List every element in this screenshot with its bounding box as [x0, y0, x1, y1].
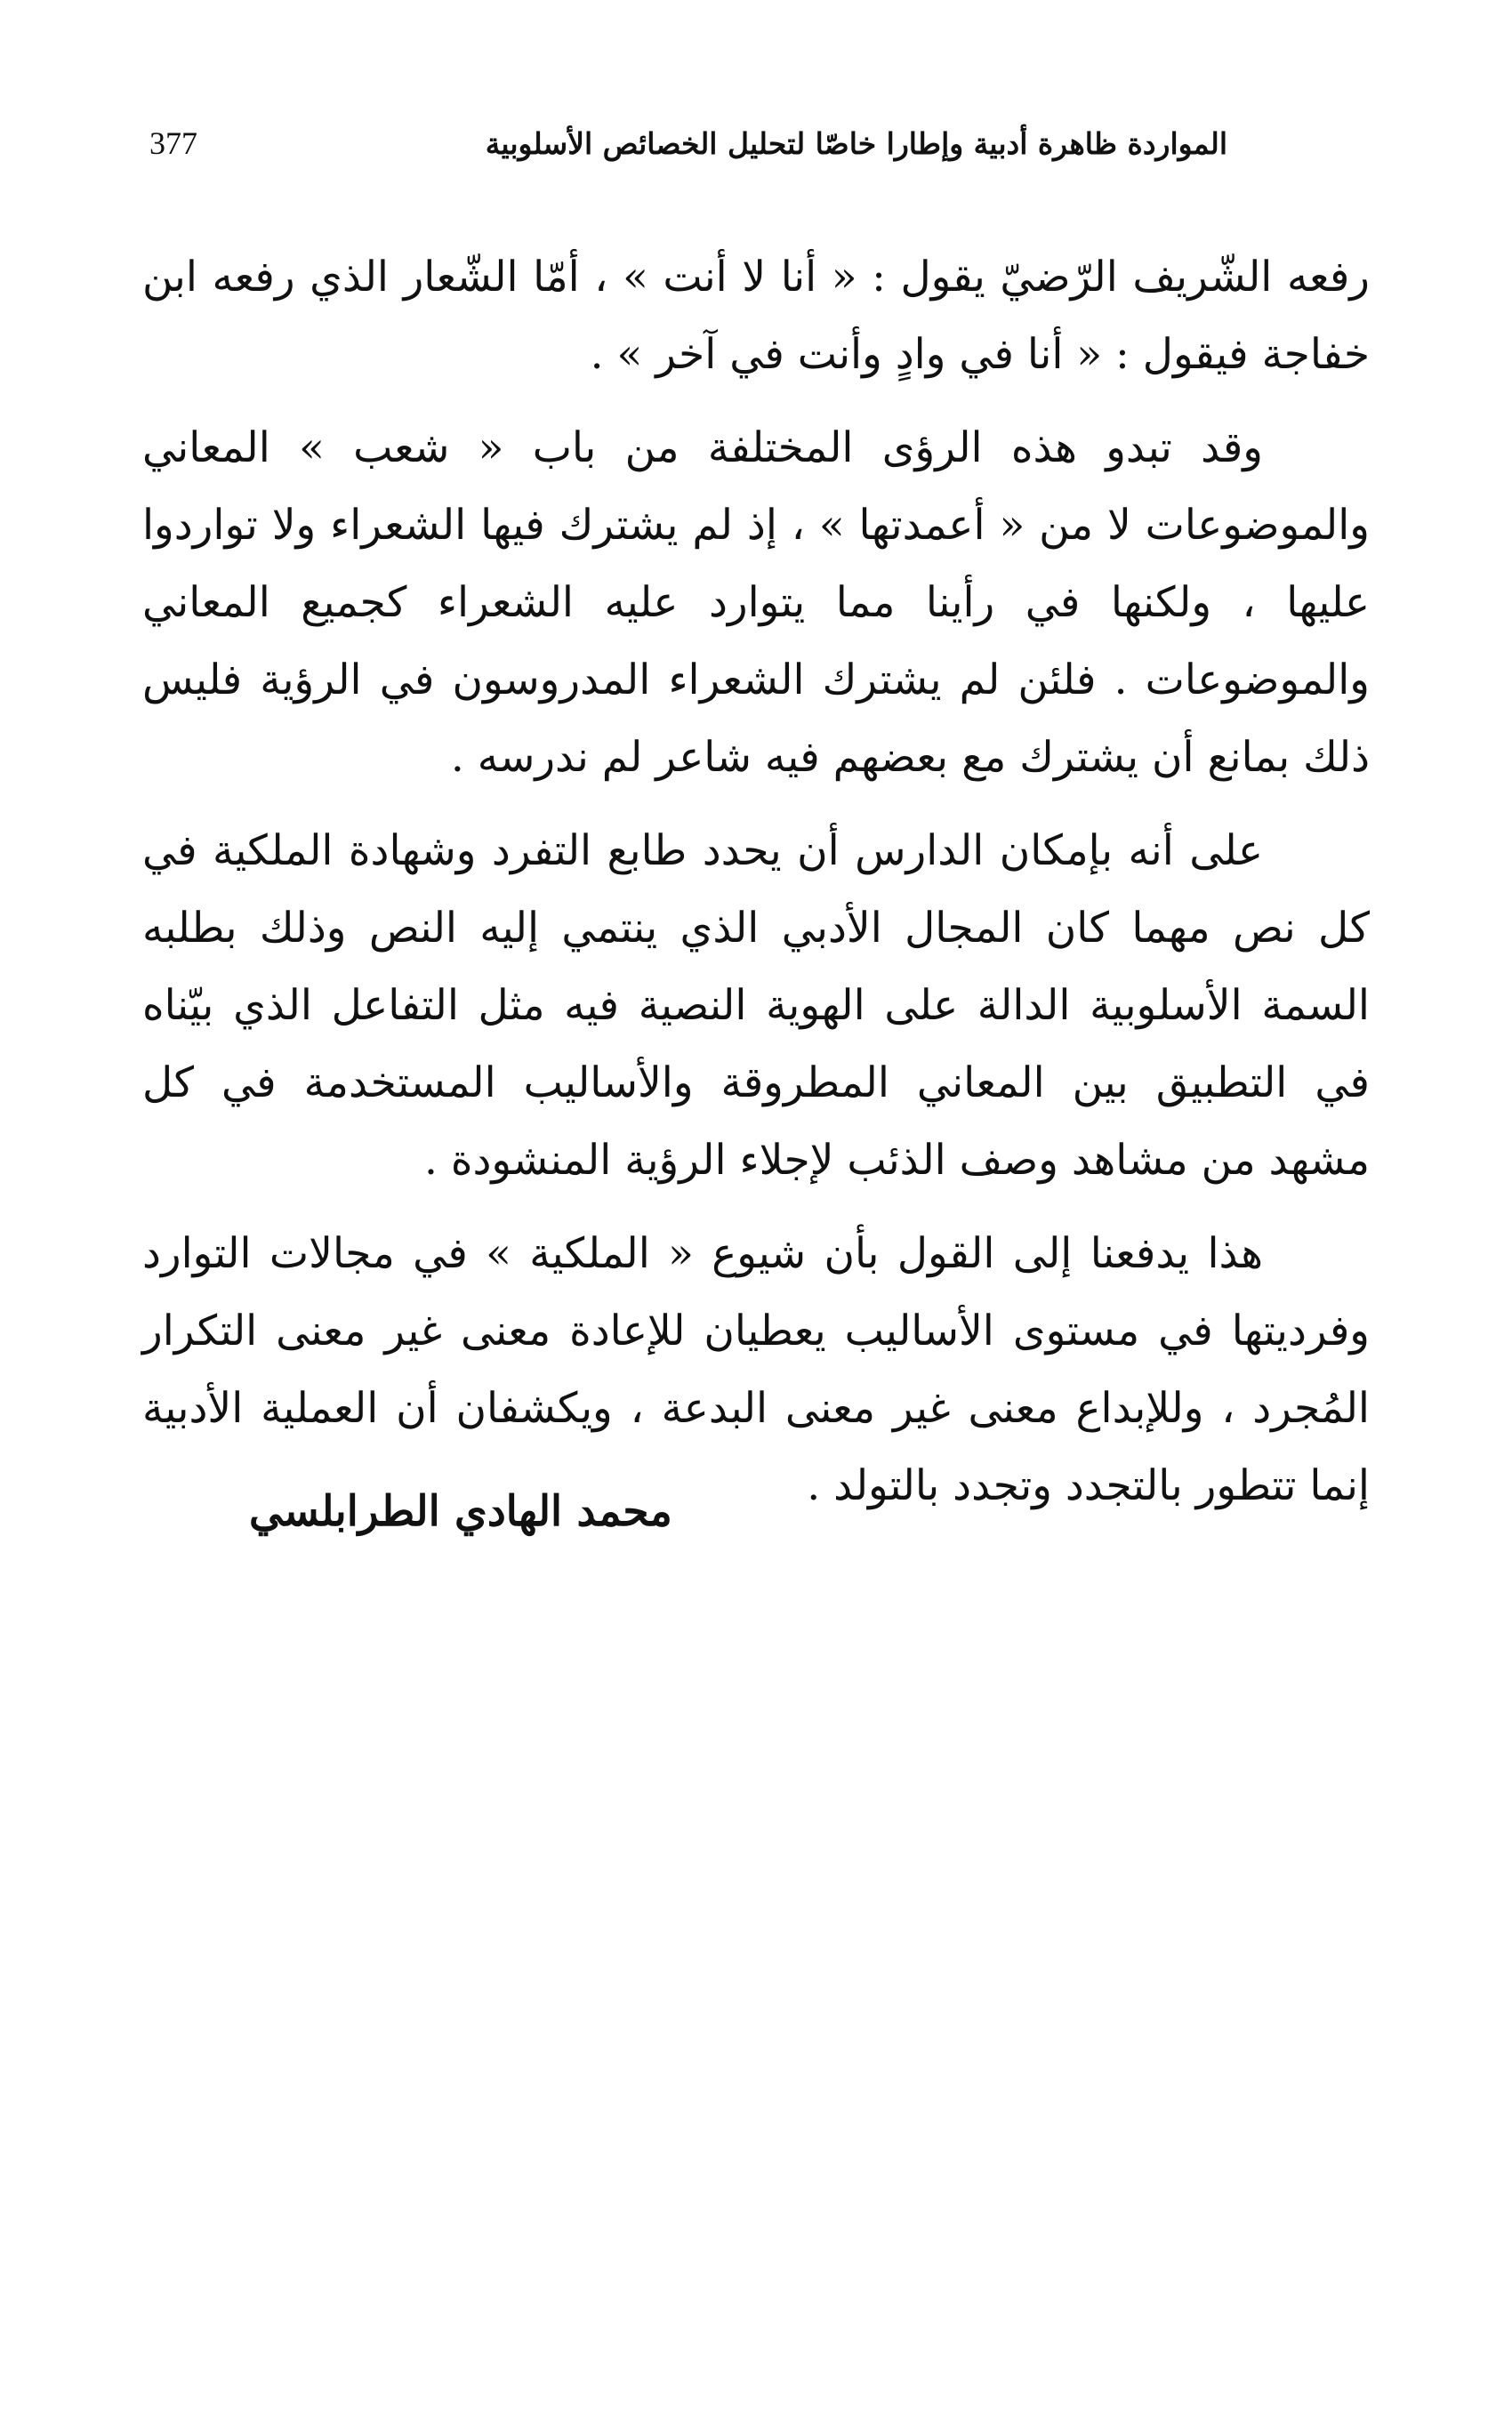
- paragraph-1: رفعه الشّريف الرّضيّ يقول : « أنا لا أنت » ، أمّا الشّعار الذي رفعه ابن خفاجة فيقول : « أنا في وادٍ وأنت في آخر » .: [142, 253, 1370, 379]
- body-text: [142, 238, 1370, 1540]
- author-signature: محمد الهادي الطرابلسي: [249, 1487, 672, 1536]
- running-header: [142, 114, 1227, 176]
- paragraph-2: وقد تبدو هذه الرؤى المختلفة من باب « شعب » المعاني والموضوعات لا من « أعمدتها » ، إذ لم يشترك فيها الشعراء ولا تواردوا عليها ، ولكنها في رأينا مما يتوارد عليه الشعراء كجميع المعاني والموضوعات . فلئن لم يشترك الشعراء المدروسون في الرؤية فليس ذلك بمانع أن يشترك مع بعضهم فيه شاعر لم ندرسه .: [142, 423, 1370, 782]
- page-number: 377: [149, 125, 197, 161]
- paragraph-3: على أنه بإمكان الدارس أن يحدد طابع التفرد وشهادة الملكية في كل نص مهما كان المجال الأدبي الذي ينتمي إليه النص وذلك بطلبه السمة الأسلوبية الدالة على الهوية النصية فيه مثل التفاعل الذي بيّناه في التطبيق بين المعاني المطروقة والأساليب المستخدمة في كل مشهد من مشاهد وصف الذئب لإجلاء الرؤية المنشودة .: [142, 826, 1370, 1185]
- paragraph-4: هذا يدفعنا إلى القول بأن شيوع « الملكية » في مجالات التوارد وفرديتها في مستوى الأساليب يعطيان للإعادة معنى غير معنى التكرار المُجرد ، وللإبداع معنى غير معنى البدعة ، ويكشفان أن العملية الأدبية إنما تتطور بالتجدد وتجدد بالتولد .: [142, 1229, 1370, 1510]
- running-title: المواردة ظاهرة أدبية وإطارا خاصّا لتحليل الخصائص الأسلوبية: [485, 126, 1227, 161]
